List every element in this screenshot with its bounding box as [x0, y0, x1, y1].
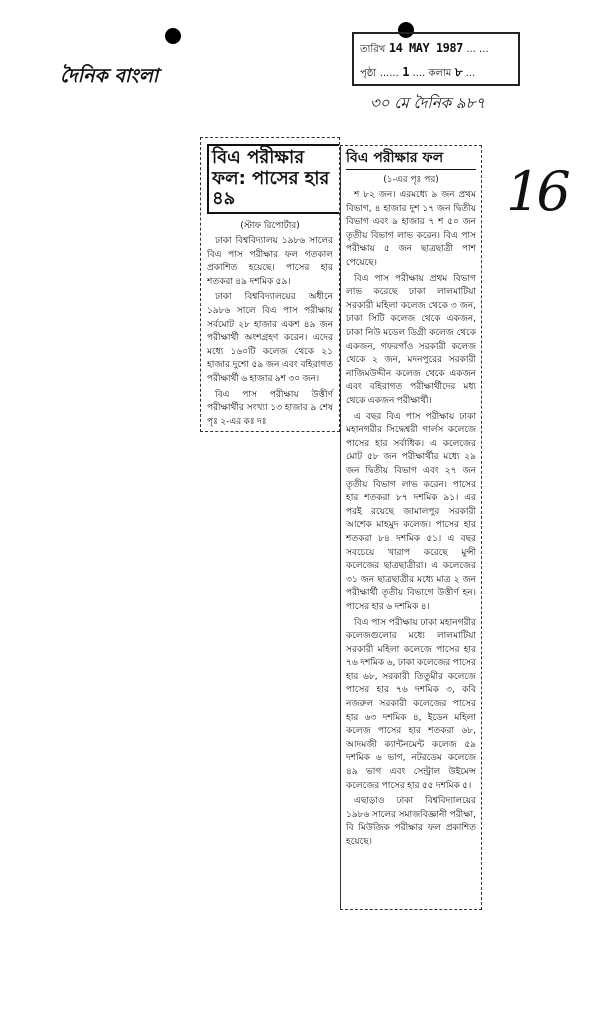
- continuation-note: (১-এর পৃঃ পর): [383, 175, 439, 186]
- clipping-right: [340, 145, 482, 910]
- paragraph: বিএ পাস পরীক্ষায় উত্তীর্ণ পরীক্ষার্থীর সংখ্যা ১৩ হাজার ৯ শেষ পৃঃ ২-এর কঃ দঃ: [207, 389, 333, 427]
- paragraph: এছাড়াও ঢাকা বিশ্ববিদ্যালয়ের ১৯৮৬ সালের সমাজবিজ্ঞানী পরীক্ষা, বি মিউজিক পরীক্ষার ফল প্রকাশিত হয়েছে।: [346, 796, 476, 847]
- clipping-right-body: [346, 189, 476, 850]
- clipping-right-headline: বিএ পরীক্ষার ফল: [346, 150, 476, 170]
- paragraph: ঢাকা বিশ্ববিদ্যালয়ের অধীনে ১৯৮৬ সালে বিএ পাস পরীক্ষায় সর্বমোট ২৮ হাজার একশ ৪৯ জন পরীক্ষার্থী অংশগ্রহণ করেন। এদের মধ্যে ১৬০টি কলেজ থেকে ২১ হাজার দুশো ৫৯ জন এবং বহিরাগত পরীক্ষার্থী ৬ হাজার ৯শ ৩০ জন।: [207, 292, 333, 384]
- date-stamp: তারিখ 14 MAY 1987 ... ... পৃষ্ঠা ...... 1 .... কলাম ৮ ...: [352, 32, 520, 86]
- page-value: 1: [402, 65, 410, 79]
- column-divider: [340, 145, 341, 910]
- clipping-left-headline: বিএ পরীক্ষার ফল: পাসের হার ৪৯: [207, 144, 339, 214]
- paragraph: শ ৮২ জন। এরমধ্যে ৯ জন প্রথম বিভাগ, ৪ হাজার দুশ ১৭ জন দ্বিতীয় বিভাগ এবং ৯ হাজার ৭ শ ৫০ জন তৃতীয় বিভাগ লাভ করেন। বিএ পাস পরীক্ষায় ৫ জন ছাত্রছাত্রী পাশ পেয়েছে।: [346, 190, 476, 269]
- paragraph: বিএ পাস পরীক্ষায় ঢাকা মহানগরীর কলেজগুলোর মধ্যে লালমাটিয়া সরকারী মহিলা কলেজে পাসের হার ৭৬ দশমিক ৬, ঢাকা কলেজের পাসের হার ৬৮, সরকারী তিতুমীর কলেজে পাসের হার ৭৬ দশমিক ৩, কবি নজরুল সরকারী কলেজের পাসের হার ৬৩ দশমিক ৪, ইডেন মহিলা কলেজ পাসের হার শতকরা ৬৮, আদমজী ক্যান্টনমেন্ট কলেজ ৫৯ দশমিক ৬ ভাগ, নটরডেম কলেজে ৪৯ ভাগ এবং সেন্ট্রাল উইমেন্স কলেজের পাসের হার ৫৫ দশমিক ৫।: [346, 617, 476, 791]
- handwritten-reference: ৩০ মে দৈনিক ৯৮৭: [370, 94, 486, 112]
- date-value: 14 MAY 1987: [388, 41, 463, 55]
- clipping-left-body: [207, 235, 333, 429]
- column-label: কলাম: [428, 68, 452, 79]
- page-label: পৃষ্ঠা: [360, 68, 377, 79]
- clipping-left: [200, 137, 340, 432]
- punch-hole-left: [165, 28, 181, 44]
- newspaper-name: দৈনিক বাংলা: [60, 65, 159, 87]
- paragraph: ঢাকা বিশ্ববিদ্যালয় ১৯৮৬ সালের বিএ পাস পরীক্ষার ফল গতকাল প্রকাশিত হয়েছে। পাসের হার শতকরা ৪৯ দশমিক ৫৯।: [207, 236, 333, 287]
- paragraph: এ বছর বিএ পাস পরীক্ষায় ঢাকা মহানগরীর সিদ্ধেশ্বরী গার্লস কলেজে পাসের হার সর্বাধিক। এ কলেজের মোট ৫৮ জন পরীক্ষার্থীর মধ্যে ২৯ জন দ্বিতীয় বিভাগ এবং ২৭ জন তৃতীয় বিভাগ লাভ করেন। পাসের হার শতকরা ৮৭ দশমিক ৯১। এর পরই রয়েছে জামালপুর সরকারী আশেক মাহমুদ কলেজ। পাসের হার শতকরা ৮৪ দশমিক ৫১। এ বছর সবচেয়ে খারাপ করেছে মুন্সী কলেজের ছাত্রছাত্রীরা। এ কলেজের ৩১ জন ছাত্রছাত্রীর মধ্যে মাত্র ২ জন পরীক্ষার্থী তৃতীয় বিভাগে উত্তীর্ণ হন। পাসের হার ৬ দশমিক ৪।: [346, 411, 476, 612]
- paragraph: বিএ পাস পরীক্ষায় প্রথম বিভাগ লাভ করেছে ঢাকা লালমাটিয়া সরকারী মহিলা কলেজ থেকে ৩ জন, ঢাকা সিটি কলেজ থেকে একজন, ঢাকা নিউ মডেল ডিগ্রী কলেজ থেকে একজন, গফরগাঁও সরকারী কলেজ থেকে ২ জন, মদনপুরের সরকারী নাজিমউদ্দীন কলেজ থেকে একজন এবং বহিরাগত পরীক্ষার্থীদের মধ্য থেকে একজন পরীক্ষার্থী।: [346, 273, 476, 406]
- handwritten-page-number: 16: [506, 160, 567, 223]
- date-label: তারিখ: [360, 44, 386, 55]
- column-value: ৮: [454, 65, 463, 79]
- byline: (স্টাফ রিপোর্টার): [240, 221, 300, 232]
